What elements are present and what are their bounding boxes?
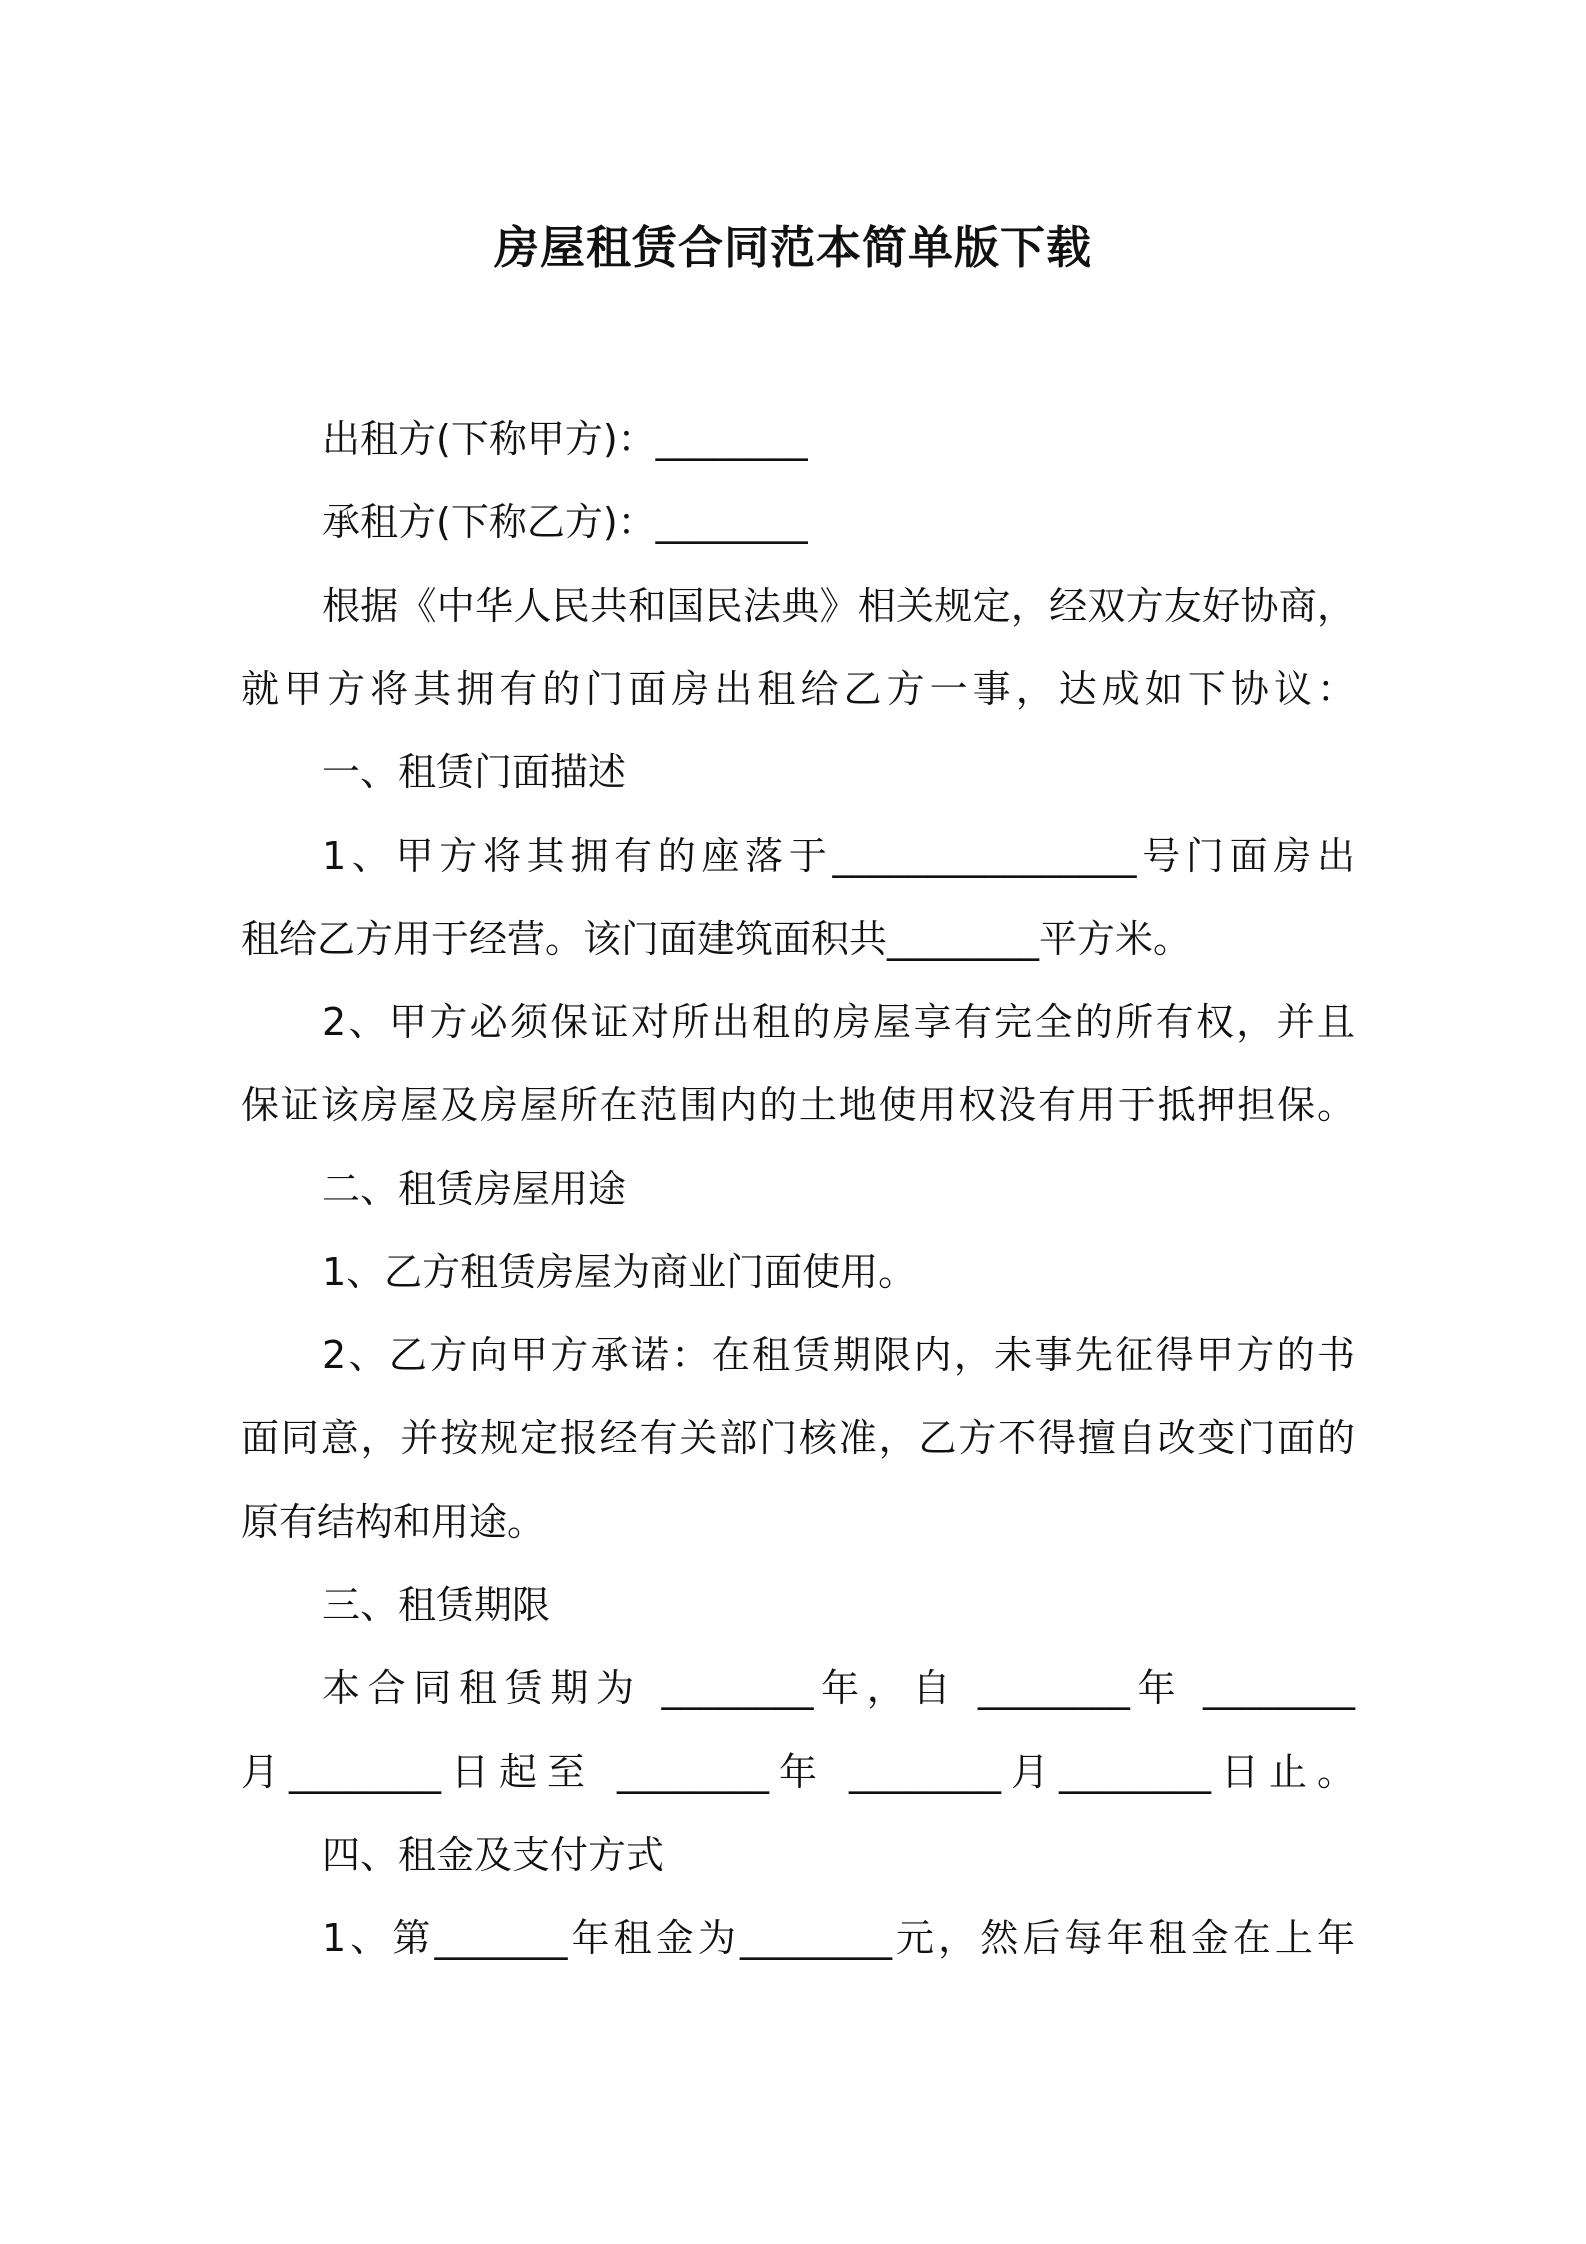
section-3-heading: 三、租赁期限 bbox=[322, 1583, 551, 1627]
clause-1-2-line-2: 保证该房屋及房屋所在范围内的土地使用权没有用于抵押担保。 bbox=[241, 1083, 1355, 1127]
document-title: 房屋租赁合同范本简单版下载 bbox=[493, 221, 1092, 274]
clause-2-1: 1、乙方租赁房屋为商业门面使用。 bbox=[322, 1250, 917, 1294]
clause-2-2-line-1: 2、乙方向甲方承诺：在租赁期限内，未事先征得甲方的书 bbox=[322, 1333, 1355, 1377]
clause-1-2-line-1: 2、甲方必须保证对所出租的房屋享有完全的所有权，并且 bbox=[322, 1000, 1355, 1044]
clause-1-1-line-2: 租给乙方用于经营。该门面建筑面积共________平方米。 bbox=[241, 917, 1192, 961]
clause-4-1-line-1: 1、第_______年租金为________元，然后每年租金在上年 bbox=[322, 1916, 1355, 1960]
term-line-1: 本合同租赁期为 ________年，自 ________年 ________ bbox=[322, 1666, 1355, 1710]
clause-2-2-line-2: 面同意，并按规定报经有关部门核准，乙方不得擅自改变门面的 bbox=[241, 1416, 1355, 1460]
section-4-heading: 四、租金及支付方式 bbox=[322, 1833, 665, 1877]
lessee-line: 承租方(下称乙方)：________ bbox=[322, 500, 808, 544]
preamble-line-2: 就甲方将其拥有的门面房出租给乙方一事，达成如下协议： bbox=[241, 667, 1355, 711]
clause-2-2-line-3: 原有结构和用途。 bbox=[241, 1500, 546, 1544]
term-line-2: 月________日起至 ________年 ________月________日止。 bbox=[241, 1750, 1355, 1794]
clause-1-1-line-1: 1、甲方将其拥有的座落于________________号门面房出 bbox=[322, 834, 1355, 878]
section-2-heading: 二、租赁房屋用途 bbox=[322, 1167, 627, 1211]
preamble-line-1: 根据《中华人民共和国民法典》相关规定，经双方友好协商， bbox=[322, 584, 1355, 628]
lessor-line: 出租方(下称甲方)：________ bbox=[322, 417, 808, 461]
section-1-heading: 一、租赁门面描述 bbox=[322, 750, 627, 794]
